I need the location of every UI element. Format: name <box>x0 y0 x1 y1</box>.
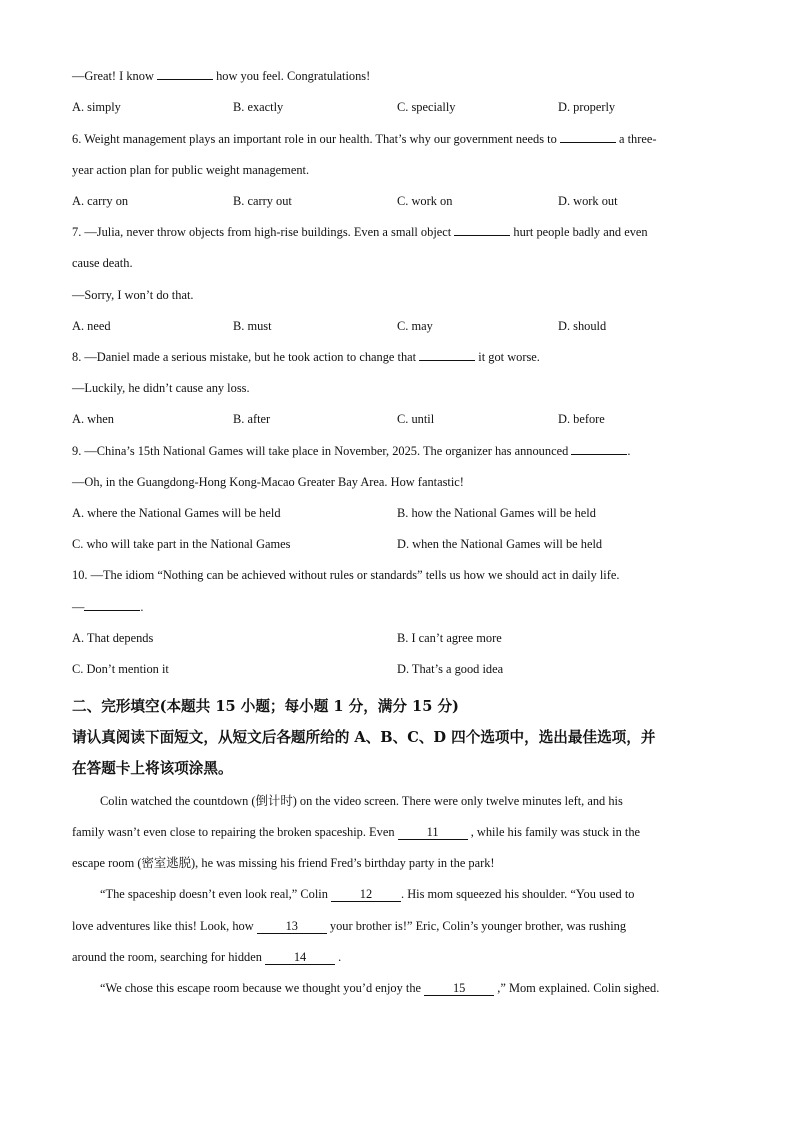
q8-option-a: A. when <box>72 412 114 426</box>
q6-blank <box>560 131 616 143</box>
q7-response: —Sorry, I won’t do that. <box>72 288 194 302</box>
passage-p1-line1: Colin watched the countdown (倒计时) on the video screen. There were only twelve minutes left, and his <box>100 794 623 808</box>
cloze-blank-11: 11 <box>398 825 468 840</box>
q7-stem-text-b: hurt people badly and even <box>510 225 648 239</box>
q10-option-c: C. Don’t mention it <box>72 662 169 676</box>
section-2-instruction-line1: 请认真阅读下面短文，从短文后各题所给的 A、B、C、D 四个选项中，选出最佳选项，并 <box>72 729 656 746</box>
passage-p2-line3-text-b: . <box>335 950 342 964</box>
q8-option-b: B. after <box>233 412 271 426</box>
q7-stem-line1 <box>72 224 648 240</box>
q10-blank <box>84 599 140 611</box>
q7-stem-text-a: 7. —Julia, never throw objects from high-rise buildings. Even a small object <box>72 225 455 239</box>
q7-blank <box>454 224 510 236</box>
passage-p2-line2 <box>72 918 626 934</box>
passage-p1-line2 <box>72 824 640 840</box>
q5-response-text-b: how you feel. Congratulations! <box>213 69 371 83</box>
q10-response-text-a: — <box>72 600 85 614</box>
q9-option-d: D. when the National Games will be held <box>397 537 603 551</box>
cloze-blank-13: 13 <box>257 919 327 934</box>
q10-response-text-b: . <box>140 600 144 614</box>
q5-option-b: B. exactly <box>233 100 284 114</box>
q8-stem-text-a: 8. —Daniel made a serious mistake, but he took action to change that <box>72 350 420 364</box>
section-2-title: 二、完形填空(本题共 15 小题；每小题 1 分，满分 15 分) <box>72 698 459 715</box>
q5-option-d: D. properly <box>558 100 616 114</box>
passage-p2-line3 <box>72 949 341 965</box>
q6-stem-text-b: a three- <box>615 132 657 146</box>
q10-option-a: A. That depends <box>72 631 154 645</box>
q6-option-d: D. work out <box>558 194 618 208</box>
q7-option-b: B. must <box>233 319 272 333</box>
q9-blank <box>571 443 627 455</box>
passage-p2-line1 <box>100 886 634 902</box>
passage-p2-line1-text-b: . His mom squeezed his shoulder. “You used to <box>401 887 635 901</box>
q7-option-a: A. need <box>72 319 111 333</box>
q6-option-a: A. carry on <box>72 194 129 208</box>
q5-option-c: C. specially <box>397 100 456 114</box>
q9-option-c: C. who will take part in the National Games <box>72 537 291 551</box>
q9-stem-text-b: . <box>627 444 631 458</box>
cloze-blank-14: 14 <box>265 950 335 965</box>
q9-option-b: B. how the National Games will be held <box>397 506 596 520</box>
passage-p3-line1 <box>100 980 659 996</box>
q7-option-c: C. may <box>397 319 433 333</box>
passage-p2-line3-text-a: around the room, searching for hidden <box>72 950 266 964</box>
passage-p3-line1-text-b: ,” Mom explained. Colin sighed. <box>494 981 660 995</box>
q8-stem-text-b: it got worse. <box>475 350 540 364</box>
cloze-blank-12: 12 <box>331 887 401 902</box>
q8-blank <box>419 349 475 361</box>
q6-stem-line1 <box>72 131 656 147</box>
passage-p3-line1-text-a: “We chose this escape room because we thought you’d enjoy the <box>100 981 425 995</box>
passage-p2-line2-text-b: your brother is!” Eric, Colin’s younger brother, was rushing <box>326 919 627 933</box>
q10-response <box>72 599 144 615</box>
q8-stem-line1 <box>72 349 540 365</box>
q7-option-d: D. should <box>558 319 607 333</box>
q9-option-a: A. where the National Games will be held <box>72 506 281 520</box>
passage-p2-line2-text-a: love adventures like this! Look, how <box>72 919 257 933</box>
cloze-blank-15: 15 <box>424 981 494 996</box>
q6-stem-text-a: 6. Weight management plays an important role in our health. That’s why our government needs to <box>72 132 560 146</box>
q5-option-a: A. simply <box>72 100 121 114</box>
q8-option-d: D. before <box>558 412 605 426</box>
q9-response: —Oh, in the Guangdong-Hong Kong-Macao Greater Bay Area. How fantastic! <box>72 475 464 489</box>
q6-stem-line2: year action plan for public weight management. <box>72 163 310 177</box>
q5-blank <box>157 68 213 80</box>
q7-stem-line2: cause death. <box>72 256 133 270</box>
q6-option-b: B. carry out <box>233 194 292 208</box>
q10-option-d: D. That’s a good idea <box>397 662 504 676</box>
q10-stem-line1: 10. —The idiom “Nothing can be achieved without rules or standards” tells us how we should act in daily life. <box>72 568 620 582</box>
q9-stem-line1 <box>72 443 630 459</box>
q8-option-c: C. until <box>397 412 435 426</box>
q8-response: —Luckily, he didn’t cause any loss. <box>72 381 250 395</box>
passage-p2-line1-text-a: “The spaceship doesn’t even look real,” Colin <box>100 887 331 901</box>
q5-response-text-a: —Great! I know <box>72 69 157 83</box>
passage-p1-line2-text-a: family wasn’t even close to repairing the broken spaceship. Even <box>72 825 398 839</box>
q6-option-c: C. work on <box>397 194 453 208</box>
passage-p1-line3: escape room (密室逃脱), he was missing his friend Fred’s birthday party in the park! <box>72 856 495 870</box>
section-2-instruction-line2: 在答题卡上将该项涂黑。 <box>72 760 233 777</box>
q9-stem-text-a: 9. —China’s 15th National Games will take place in November, 2025. The organizer has announced <box>72 444 572 458</box>
passage-p1-line2-text-b: , while his family was stuck in the <box>467 825 641 839</box>
q10-option-b: B. I can’t agree more <box>397 631 502 645</box>
q5-response <box>72 68 370 84</box>
